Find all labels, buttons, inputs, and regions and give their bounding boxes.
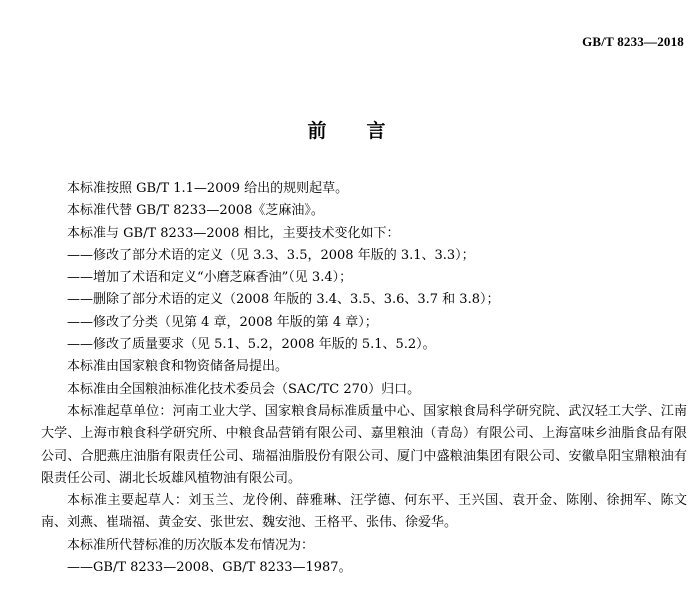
standard-code: GB/T 8233—2018 (582, 34, 684, 49)
line-change-5: ——修改了质量要求（见 5.1、5.2，2008 年版的 5.1、5.2）。 (67, 337, 436, 353)
foreword-body (41, 178, 687, 579)
line-history-intro: 本标准所代替标准的历次版本发布情况为： (67, 537, 315, 553)
page-title (0, 116, 697, 143)
line-change-2: ——增加了术语和定义“小磨芝麻香油”（见 3.4）； (67, 270, 353, 286)
line-changes-intro: 本标准与 GB/T 8233—2008 相比，主要技术变化如下： (67, 225, 400, 241)
line-proposed-by: 本标准由国家粮食和物资储备局提出。 (67, 359, 289, 375)
line-change-3: ——删除了部分术语的定义（2008 年版的 3.4、3.5、3.6、3.7 和 3.8）； (67, 292, 500, 308)
line-change-4: ——修改了分类（见第 4 章，2008 年版的第 4 章）； (67, 314, 378, 330)
line-drafting-rule: 本标准按照 GB/T 1.1—2009 给出的规则起草。 (67, 181, 349, 196)
line-centralized-by: 本标准由全国粮油标准化技术委员会（SAC/TC 270）归口。 (67, 381, 421, 397)
line-change-1: ——修改了部分术语的定义（见 3.3、3.5，2008 年版的 3.1、3.3）； (67, 247, 475, 263)
line-replaces: 本标准代替 GB/T 8233—2008《芝麻油》。 (67, 203, 324, 219)
line-history: ——GB/T 8233—2008、GB/T 8233—1987。 (67, 560, 352, 576)
title-char-1: 前 (307, 120, 331, 142)
paragraph-drafting-units: 本标准起草单位：河南工业大学、国家粮食局标准质量中心、国家粮食局科学研究院、武汉轻工大学、江南大学、上海市粮食科学研究所、中粮食品营销有限公司、嘉里粮油（青岛）有限公司、上海富味乡油脂食品有限公司、合肥燕庄油脂有限责任公司、瑞福油脂股份有限公司、厦门中盛粮油集团有限公司、安徽阜阳宝鼎粮油有限责任公司、湖北长坂雄风植物油有限公司。 (41, 403, 687, 486)
title-char-2: 言 (366, 120, 390, 142)
paragraph-drafters: 本标准主要起草人：刘玉兰、龙伶俐、薛雅琳、汪学德、何东平、王兴国、袁开金、陈刚、徐拥军、陈文南、刘燕、崔瑞福、黄金安、张世宏、魏安池、王格平、张伟、徐爱华。 (41, 493, 687, 531)
